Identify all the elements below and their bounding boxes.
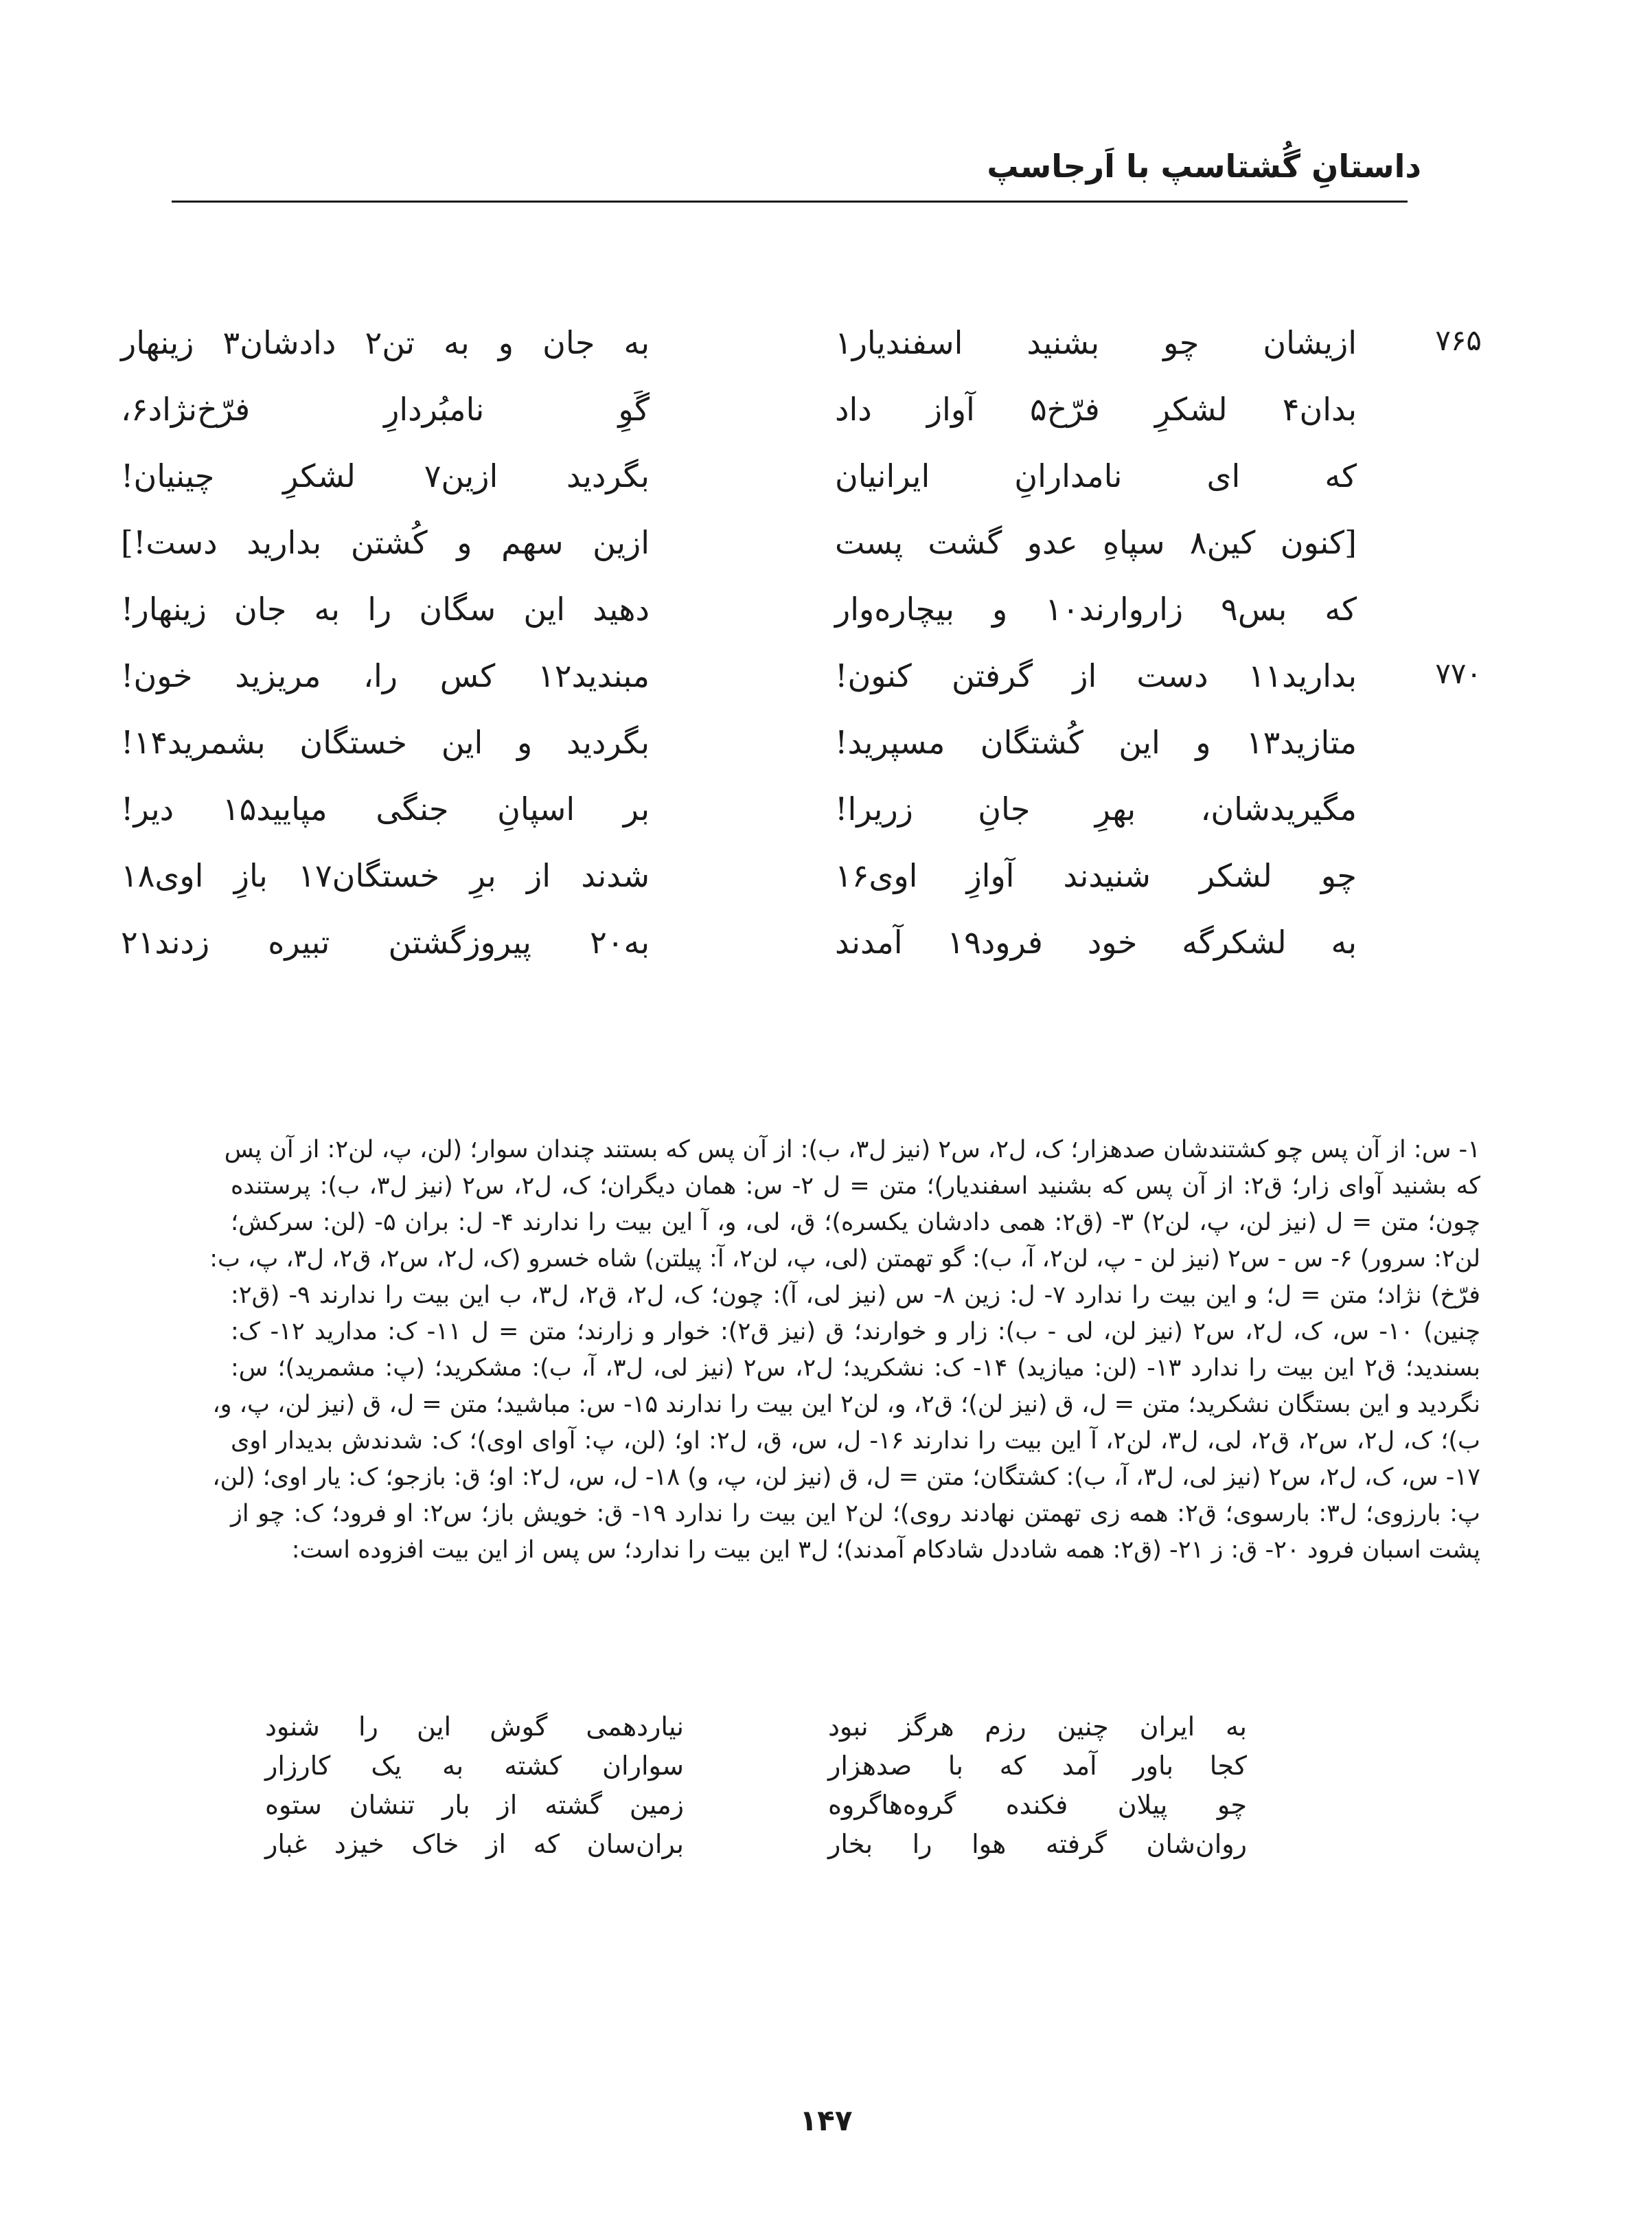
footnote-line: بسندید؛ ق۲ این بیت را ندارد ۱۳- (لن: میازید) ۱۴- ک: نشکرید؛ ل۲، س۲ (نیز لی، ل۳، آ، ب): مشکرید؛ (پ: مشمرید)؛ س: — [231, 1354, 1480, 1382]
second-hemistich: زمین گشته از بار تنشان ستوه — [265, 1790, 684, 1820]
footnotes — [209, 1132, 1481, 1569]
bayt-770 — [121, 642, 1482, 709]
bayt-769 — [121, 576, 1419, 642]
added-bayt — [265, 1825, 1247, 1864]
footnote-line: ب)؛ ک، ل۲، س۲، ق۲، لی، ل۳، لن۲، آ این بیت را ندارند ۱۶- ل، س، ق، ل۲: او؛ (لن، پ: آوای اوی)؛ ک: شدندش بدیدار اوی — [231, 1427, 1481, 1455]
footnote-line: پ: بارزوی؛ ل۳: بارسوی؛ ق۲: همه زی تهمتن نهادند روی)؛ لن۲ این بیت را ندارد ۱۹- ق: خویش باز؛ س۲: او فرود؛ ک: چو از — [231, 1500, 1480, 1527]
footnote-line: چنین) ۱۰- س، ک، ل۲، س۲ (نیز لن، لی - ب): زار و خوارند؛ ق (نیز ق۲): خوار و زارند؛ متن = ل ۱۱- ک: مدارید ۱۲- ک: — [231, 1318, 1481, 1345]
second-hemistich: بگردید و این خستگان بشمرید۱۴! — [121, 724, 650, 761]
second-hemistich: بگردید ازین۷ لشکرِ چینیان! — [121, 457, 650, 494]
first-hemistich: به لشکرگه خود فرود۱۹ آمدند — [835, 924, 1357, 961]
first-hemistich: متازید۱۳ و این کُشتگان مسپرید! — [835, 724, 1357, 761]
footnote-line: ۱۷- س، ک، ل۲، س۲ (نیز لی، ل۳، آ، ب): کشتگان؛ متن = ل، ق (نیز لن، پ، و) ۱۸- ل، س، ل۲: او؛ ق: بازجو؛ ک: یار اوی؛ (لن، — [212, 1463, 1480, 1491]
bayt-number: ۷۶۵ — [1435, 323, 1482, 357]
second-hemistich: بران‌سان که از خاک خیزد غبار — [265, 1829, 684, 1859]
first-hemistich: مگیریدشان، بهرِ جانِ زریرا! — [835, 790, 1357, 828]
bayt-772 — [121, 775, 1419, 842]
second-hemistich: دهید این سگان را به جان زینهار! — [121, 591, 650, 628]
second-hemistich: شدند از برِ خستگان۱۷ بازِ اوی۱۸ — [121, 857, 650, 894]
bayt-774 — [121, 909, 1419, 975]
bayt-771 — [121, 709, 1419, 775]
footnote-line: نگردید و این بستگان نشکرید؛ متن = ل، ق (نیز لن)؛ ق۲، و، لن۲ این بیت را ندارند ۱۵- س: مباشید؛ متن = ل، ق (نیز لن، پ، و، — [212, 1391, 1480, 1418]
second-hemistich: بر اسپانِ جنگی مپایید۱۵ دیر! — [121, 790, 650, 828]
first-hemistich: بدارید۱۱ دست از گرفتن کنون! — [835, 657, 1357, 694]
first-hemistich: که بس۹ زاروارند۱۰ و بیچاره‌وار — [835, 591, 1357, 628]
second-hemistich: سواران کشته به یک کارزار — [265, 1751, 684, 1781]
second-hemistich: ازین سهم و کُشتن بدارید دست!] — [121, 524, 650, 561]
bayt-765 — [121, 309, 1482, 376]
added-bayt — [265, 1707, 1247, 1746]
second-hemistich: به۲۰ پیروزگشتن تبیره زدند۲۱ — [121, 924, 650, 961]
added-verses — [265, 1707, 1247, 1864]
first-hemistich: روان‌شان گرفته هوا را بخار — [828, 1829, 1247, 1859]
bayt-773 — [121, 842, 1419, 909]
footnote-line: لن۲: سرور) ۶- س - س۲ (نیز لن - پ، لن۲، آ، ب): گو تهمتن (لی، پ، لن۲، آ: پیلتن) شاه خسرو (ک، ل۲، س۲، ق۲، ل۳، پ، ب: — [209, 1245, 1480, 1273]
bayt-number: ۷۷۰ — [1435, 657, 1482, 690]
bayt-768 — [121, 509, 1419, 576]
header-rule — [172, 201, 1408, 203]
first-hemistich: ازیشان چو بشنید اسفندیار۱ — [835, 324, 1357, 361]
first-hemistich: بدان۴ لشکرِ فرّخ۵ آواز داد — [835, 391, 1357, 428]
footnote-line: پشت اسبان فرود ۲۰- ق: ز ۲۱- (ق۲: همه شاددل شادکام آمدند)؛ ل۳ این بیت را ندارد؛ س پس از این بیت افزوده است: — [291, 1536, 1480, 1564]
first-hemistich: کجا باور آمد که با صدهزار — [828, 1751, 1247, 1781]
footnote-line: فرّخ) نژاد؛ متن = ل؛ و این بیت را ندارد ۷- ل: زین ۸- س (نیز لی، آ): چون؛ ک، ل۲، ق۲، ل۳، ب این بیت را ندارند ۹- (ق۲: — [231, 1282, 1481, 1309]
footnote-line: چون؛ متن = ل (نیز لن، پ، لن۲) ۳- (ق۲: همی دادشان یکسره)؛ ق، لی، و، آ این بیت را ندارند ۴- ل: بران ۵- (لن: سرکش؛ — [231, 1209, 1480, 1236]
first-hemistich: [کنون کین۸ سپاهِ عدو گشت پست — [835, 524, 1357, 561]
footnote-line: که بشنید آوای زار؛ ق۲: از آن پس که بشنید اسفندیار)؛ متن = ل ۲- س: همان دیگران؛ ک، ل۲، س۲ (نیز ل۳، ب): پرستنده — [231, 1172, 1480, 1200]
running-head: داستانِ گُشتاسپ با اَرجاسپ — [987, 148, 1421, 185]
first-hemistich: چو پیلان فکنده گروه‌هاگروه — [828, 1790, 1247, 1820]
added-bayt — [265, 1746, 1247, 1786]
footnote-line: ۱- س: از آن پس چو کشتندشان صدهزار؛ ک، ل۲، س۲ (نیز ل۳، ب): از آن پس که بستند چندان سوار؛ (لن، پ، لن۲: از آن پس — [224, 1136, 1480, 1163]
bayt-767 — [121, 442, 1419, 509]
bayt-766 — [121, 376, 1419, 442]
second-hemistich: به جان و به تن۲ دادشان۳ زینهار — [121, 324, 650, 361]
second-hemistich: نیاردهمی گوش این را شنود — [265, 1711, 684, 1742]
first-hemistich: که ای نامدارانِ ایرانیان — [835, 457, 1357, 494]
verse-block — [121, 309, 1482, 975]
first-hemistich: چو لشکر شنیدند آوازِ اوی۱۶ — [835, 857, 1357, 894]
added-bayt — [265, 1786, 1247, 1825]
second-hemistich: مبندید۱۲ کس را، مریزید خون! — [121, 657, 650, 694]
page-number: ۱۴۷ — [799, 2104, 853, 2137]
first-hemistich: به ایران چنین رزم هرگز نبود — [828, 1711, 1247, 1742]
second-hemistich: گَوِ نامبُردارِ فرّخ‌نژاد۶، — [121, 391, 650, 428]
